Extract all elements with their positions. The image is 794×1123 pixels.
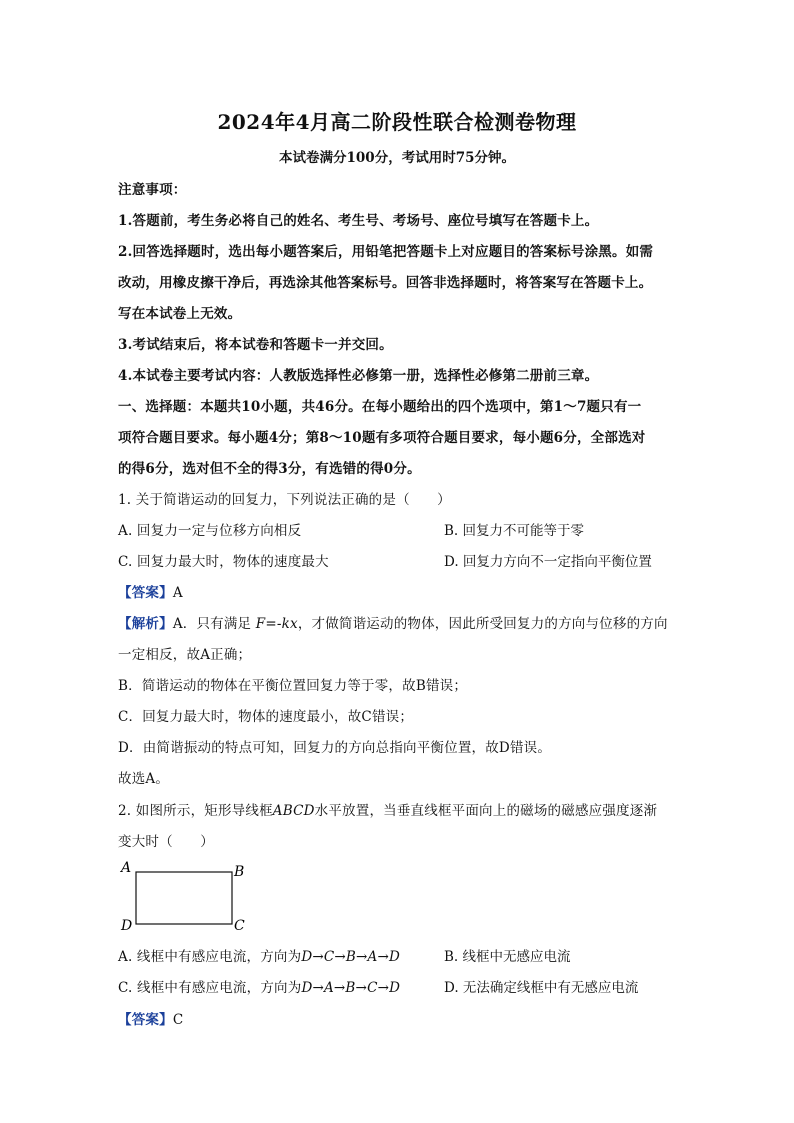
stem-text: 水平放置，当垂直线框平面向上的磁场的磁感应强度逐渐 — [314, 803, 658, 819]
notice-item-2-line-2: 改动，用橡皮擦干净后，再选涂其他答案标号。回答非选择题时，将答案写在答题卡上。 — [118, 275, 653, 291]
notice-item-2-line-3: 写在本试卷上无效。 — [118, 306, 242, 322]
section-heading-line-1: 一、选择题：本题共10小题，共46分。在每小题给出的四个选项中，第1～7题只有一 — [118, 399, 642, 415]
option-text: C. 线框中有感应电流，方向为 — [118, 980, 302, 996]
question-1-option-a: A. 回复力一定与位移方向相反 — [118, 523, 302, 539]
current-direction: D→C→B→A→D — [301, 949, 401, 965]
notice-item-1: 1.答题前，考生务必将自己的姓名、考生号、考场号、座位号填写在答题卡上。 — [118, 213, 599, 229]
question-1-analysis-line-1 — [118, 612, 668, 632]
question-2-option-d: D. 无法确定线框中有无感应电流 — [444, 980, 639, 996]
notice-item-4: 4.本试卷主要考试内容：人教版选择性必修第一册，选择性必修第二册前三章。 — [118, 368, 599, 384]
vertex-label-d: D — [121, 918, 133, 934]
vertex-label-a: A — [121, 860, 132, 876]
question-1-option-c: C. 回复力最大时，物体的速度最大 — [118, 554, 329, 570]
vertex-label-c: C — [234, 918, 245, 934]
answer-value: C — [172, 1012, 184, 1028]
question-1-analysis-d: D．由简谐振动的特点可知，回复力的方向总指向平衡位置，故D错误。 — [118, 740, 552, 756]
notice-heading: 注意事项： — [118, 182, 187, 198]
question-1-analysis-c: C．回复力最大时，物体的速度最小，故C错误； — [118, 709, 414, 725]
answer-label: 【答案】 — [118, 585, 173, 601]
question-2-option-a — [118, 945, 400, 965]
notice-item-3: 3.考试结束后，将本试卷和答题卡一并交回。 — [118, 337, 393, 353]
exam-info: 本试卷满分100分，考试用时75分钟。 — [279, 150, 515, 166]
question-1-answer — [118, 581, 183, 601]
analysis-text: A．只有满足 — [172, 616, 256, 632]
notice-item-2-line-1: 2.回答选择题时，选出每小题答案后，用铅笔把答题卡上对应题目的答案标号涂黑。如需 — [118, 244, 654, 260]
answer-value: A — [172, 585, 183, 601]
question-1-option-b: B. 回复力不可能等于零 — [444, 523, 585, 539]
rectangular-frame-diagram — [116, 856, 256, 936]
question-2-option-c — [118, 976, 400, 996]
option-text: A. 线框中有感应电流，方向为 — [118, 949, 302, 965]
question-1-conclusion: 故选A。 — [118, 771, 170, 787]
section-heading-line-3: 的得6分，选对但不全的得3分，有选错的得0分。 — [118, 461, 421, 477]
frame-rectangle — [136, 872, 232, 924]
stem-text: 2. 如图所示，矩形导线框 — [118, 803, 273, 819]
question-1-option-d: D. 回复力方向不一定指向平衡位置 — [444, 554, 652, 570]
answer-label: 【答案】 — [118, 1012, 173, 1028]
analysis-label: 【解析】 — [118, 616, 173, 632]
current-direction: D→A→B→C→D — [301, 980, 401, 996]
page-title: 2024年4月高二阶段性联合检测卷物理 — [217, 110, 577, 134]
question-1-analysis-line-2: 一定相反，故A正确； — [118, 647, 252, 663]
analysis-text: ，才做简谐运动的物体，因此所受回复力的方向与位移的方向 — [297, 616, 668, 632]
vertex-label-b: B — [234, 864, 245, 880]
frame-label: ABCD — [272, 803, 315, 819]
question-2-option-b: B. 线框中无感应电流 — [444, 949, 571, 965]
question-2-stem-line-2: 变大时（ ） — [118, 834, 214, 850]
question-2-answer — [118, 1008, 183, 1028]
formula: F=-kx — [255, 616, 298, 632]
question-1-stem: 1. 关于简谐运动的回复力，下列说法正确的是（ ） — [118, 492, 451, 508]
section-heading-line-2: 项符合题目要求。每小题4分；第8～10题有多项符合题目要求，每小题6分，全部选对 — [118, 430, 646, 446]
question-2-stem-line-1 — [118, 799, 657, 819]
question-1-analysis-b: B．简谐运动的物体在平衡位置回复力等于零，故B错误； — [118, 678, 468, 694]
